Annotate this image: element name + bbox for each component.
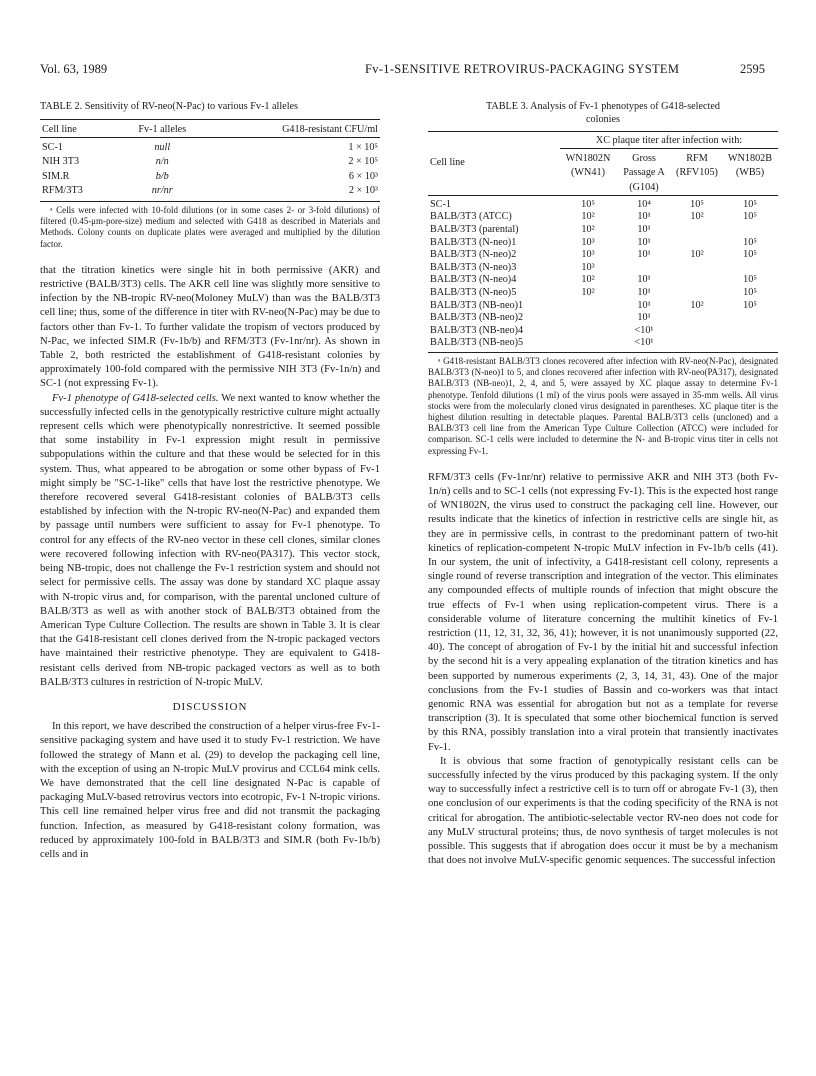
left-paragraph-1: that the titration kinetics were single hit in both permissive (AKR) and restrictive (BALB/3T3) cells. The AKR cell line was slightly more sensitive to infection by the NB-tropic RV-neo(Moloney MuLV) than was the BALB/3T3 cell line; thus, some of the difference in titer with RV-neo(N-Pac) may be due to factors other than Fv-1. To further validate the tropism of vectors produced by N-Pac, we infected SIM.R (Fv-1b/b) and RFM/3T3 (Fv-1nr/nr). As shown in Table 2, both restricted the establishment of G418-resistant colonies by approximately 100-fold compared with the permissive NIH 3T3 (Fv-1n/n) and SC-1 (not expressing Fv-1). xyxy=(40,264,380,390)
left-paragraph-2: We next wanted to know whether the successfully infected cells in the genotypically restrictive culture might actually represent cells which were phenotypically nonrestrictive. It seemed possible that some instability in Fv-1 expression might result in permissive subpopulations within the culture and that these would be selected for in this system. Thus, what appeared to be abrogation or some other bypass of Fv-1 might simply be "SC-1-like" cells that have lost the restrictive phenotype. We therefore recovered several G418-resistant colonies of BALB/3T3 cells established by infection with the N-tropic RV-neo(N-Pac) and expanded them by passage until numbers were sufficient to assay for Fv-1 phenotype. To control for any effects of the RV-neo vector in these cell clones, similar clones were recovered following infection with RV-neo(PA317). This vector stock, being NB-tropic, does not challenge the Fv-1 restriction system and should not select for permissive cells. The assay was done by standard XC plaque assay with N-tropic virus and, for comparison, with the parental uncloned culture of BALB/3T3 as well as with another stock of BALB/3T3 obtained from the American Type Culture Collection. The results are shown in Table 3. It is clear that the G418-resistant cell clones derived from the N-tropic packaged vectors have maintained their restrictive phenotype. They are equivalent to G418-resistant cells derived from NB-tropic packaged vectors as well as to both BALB/3T3 cultures in restriction of N-tropic MuLV. xyxy=(40,392,380,688)
table3-col-wn41: WN1802N (WN41) xyxy=(565,153,611,179)
volume-label: Vol. 63, 1989 xyxy=(40,62,108,76)
table2 xyxy=(40,119,380,198)
table3-cell xyxy=(672,224,722,237)
left-column xyxy=(40,100,380,862)
table3-cell xyxy=(672,274,722,287)
table2-cell: b/b xyxy=(155,170,169,182)
table3-cell: 10⁵ xyxy=(743,211,757,223)
table3-col-rfv105: RFM (RFV105) xyxy=(676,153,718,179)
table3-caption: TABLE 3. Analysis of Fv-1 phenotypes of G418-selected colonies xyxy=(485,101,721,125)
table3-row xyxy=(428,262,778,275)
table3-cell: BALB/3T3 (NB-neo)5 xyxy=(430,337,524,349)
table2-footnote: ᵃ Cells were infected with 10-fold dilutions (or in some cases 2- or 3-fold dilutions) of filtered (0.45-μm-pore-size) medium and selected with G418 as described in Materials and Methods. Colony counts on duplicate plates were averaged and multiplied by the dilution factor. xyxy=(40,205,380,249)
table2-col-cfu: G418-resistant CFU/ml xyxy=(282,124,378,135)
table3-cell: 10³ xyxy=(581,261,595,273)
table2-cell: null xyxy=(154,142,171,154)
table3-col-cell-line: Cell line xyxy=(430,157,465,169)
table2-cell: 2 × 10³ xyxy=(348,184,378,196)
table2-caption: TABLE 2. Sensitivity of RV-neo(N-Pac) to various Fv-1 alleles xyxy=(40,101,299,112)
table2-row xyxy=(40,184,380,198)
table3-cell: BALB/3T3 (N-neo)4 xyxy=(430,274,517,286)
table3-cell: 10⁵ xyxy=(581,198,595,210)
table3-cell: 10¹ xyxy=(637,299,651,311)
table3-cell: 10⁵ xyxy=(743,236,757,248)
table3-span-header: XC plaque titer after infection with: xyxy=(560,132,778,149)
table3 xyxy=(428,131,778,350)
right-column xyxy=(428,100,778,868)
table3-row xyxy=(428,237,778,250)
table3-cell: BALB/3T3 (N-neo)5 xyxy=(430,286,517,298)
table3-cell xyxy=(722,312,778,325)
table3-cell: <10¹ xyxy=(634,337,654,349)
table3-cell: BALB/3T3 (ATCC) xyxy=(430,211,512,223)
table3-cell: 10³ xyxy=(581,249,595,261)
table3-row xyxy=(428,195,778,211)
table3-cell xyxy=(672,337,722,350)
right-paragraph-1: RFM/3T3 cells (Fv-1nr/nr) relative to permissive AKR and NIH 3T3 (both Fv-1n/n) cells and to SC-1 cells (not expressing Fv-1). This is the expected host range of WN1802N, the virus used to construct the packaging cell line. However, our results indicate that the kinetics of infection in restrictive cells are single hit, as they are in permissive cells, in contrast to the predominant pattern of two-hit kinetics of replication-competent N-tropic MuLV infection in Fv-1b/b cells (41). In our system, the unit of infectivity, a G418-resistant cell colony, represents a single round of reverse transcription and integration of the vector. This eliminates any compounded effects of multiple rounds of infection that might obscure the true effects of Fv-1 when using replication-competent virus. There is a considerable volume of literature concerning the multihit kinetics of Fv-1 restriction (11, 12, 31, 32, 36, 41); however, it is not unanimously supported (22, 40). The concept of abrogation of Fv-1 by the initial hit and successful infection by the second hit is a very appealing explanation of the titration kinetics and has been supported by numerous experiments (2, 3, 14, 31, 43). One of the major conclusions from the Fv-1 studies of Bassin and co-workers was that intact genomic RNA was essential for abrogation but not as a template for reverse transcription (3). It is speculated that some other biochemical function is served by this RNA, possibly translation into a viral protein that transiently inactivates Fv-1. xyxy=(428,471,778,753)
table2-row xyxy=(40,138,380,156)
table3-cell xyxy=(560,337,616,350)
table3-cell xyxy=(672,237,722,250)
table3-cell: <10¹ xyxy=(634,324,654,336)
right-paragraph-2: It is obvious that some fraction of genotypically resistant cells can be successfully infected by the virus produced by this packaging system. If the only way to successfully infect a restrictive cell is to turn off or abrogate Fv-1 (3), then one conclusion of our experiments is that the coding specificity of the RNA is not critical for abrogation. The antibiotic-selectable vector RV-neo does not code for any MuLV structural proteins; thus, de novo synthesis of target molecules is not possible. This suggests that if abrogation does occur it must be by a mechanism that does not involve MuLV-specific genomic sequences. The successful infection xyxy=(428,755,778,867)
table3-row xyxy=(428,224,778,237)
table3-row xyxy=(428,287,778,300)
table3-row xyxy=(428,312,778,325)
table2-cell: nr/nr xyxy=(151,184,173,196)
table2-cell: SC-1 xyxy=(42,142,63,154)
table3-cell: SC-1 xyxy=(430,198,451,210)
table3-cell: 10⁵ xyxy=(743,299,757,311)
table3-row xyxy=(428,325,778,338)
table3-cell: 10⁵ xyxy=(743,249,757,261)
table3-cell: BALB/3T3 (NB-neo)2 xyxy=(430,312,524,324)
page-number: 2595 xyxy=(740,62,765,76)
table3-row xyxy=(428,249,778,262)
table3-col-wb5: WN1802B (WB5) xyxy=(727,153,773,179)
table3-cell: BALB/3T3 (parental) xyxy=(430,224,519,235)
discussion-heading: DISCUSSION xyxy=(172,700,248,713)
table2-cell: 1 × 10⁵ xyxy=(348,142,378,154)
table3-cell: 10¹ xyxy=(637,224,651,235)
table3-cell: BALB/3T3 (N-neo)3 xyxy=(430,261,517,273)
table3-cell: 10⁵ xyxy=(690,198,704,210)
table3-cell: 10² xyxy=(690,299,704,311)
table2-cell: 2 × 10⁵ xyxy=(348,156,378,168)
table3-cell xyxy=(672,312,722,325)
table2-body xyxy=(40,138,380,198)
table3-cell xyxy=(560,300,616,313)
table3-cell: 10⁵ xyxy=(743,286,757,298)
table3-body xyxy=(428,195,778,350)
table2-cell: n/n xyxy=(155,156,169,168)
table3-cell: 10¹ xyxy=(637,274,651,286)
table3-row xyxy=(428,337,778,350)
table2-cell: NIH 3T3 xyxy=(42,156,80,168)
table3-cell: BALB/3T3 (NB-neo)1 xyxy=(430,299,524,311)
left-paragraph-3: In this report, we have described the construction of a helper virus-free Fv-1-sensitive packaging system and have used it to study Fv-1 restriction. We have followed the strategy of Mann et al. (29) to develop the packaging cell line, with the exception of using an N-tropic MuLV provirus and CCL64 mink cells. We have demonstrated that the cell line designated N-Pac is capable of packaging MuLV-based retrovirus vectors into ecotropic, Fv-1 N-tropic virions. This cell line remained helper virus free and did not transmit the packaging function. Infection, as measured by G418-resistant colony formation, was reduced by approximately 100-fold in BALB/3T3 and SIM.R (both Fv-1b/b) cells and in xyxy=(40,721,380,860)
table3-cell: 10⁵ xyxy=(743,198,757,210)
table3-cell xyxy=(722,262,778,275)
table3-cell: 10¹ xyxy=(637,211,651,223)
table3-cell: BALB/3T3 (NB-neo)4 xyxy=(430,324,524,336)
table2-row xyxy=(40,155,380,169)
table3-cell xyxy=(722,224,778,237)
table3-cell: 10⁴ xyxy=(637,198,651,210)
section-heading-fv1: Fv-1 phenotype of G418-selected cells. xyxy=(52,392,219,404)
table2-col-cell-line: Cell line xyxy=(42,124,77,135)
table3-cell: 10² xyxy=(581,274,595,286)
table3-cell: 10¹ xyxy=(637,249,651,261)
running-title: Fv-1-SENSITIVE RETROVIRUS-PACKAGING SYSTEM xyxy=(365,62,680,76)
table3-cell xyxy=(560,325,616,338)
table3-cell xyxy=(672,287,722,300)
table3-col-g104: Gross Passage A (G104) xyxy=(623,153,665,193)
table2-row xyxy=(40,170,380,184)
table3-cell xyxy=(672,325,722,338)
table3-cell xyxy=(722,325,778,338)
table3-cell: BALB/3T3 (N-neo)1 xyxy=(430,236,517,248)
table3-cell xyxy=(616,262,672,275)
table3-cell: 10² xyxy=(690,211,704,223)
table2-col-alleles: Fv-1 alleles xyxy=(138,124,187,135)
table3-cell: 10² xyxy=(581,224,595,235)
table3-footnote: ᵃ G418-resistant BALB/3T3 clones recovered after infection with RV-neo(N-Pac), designated BALB/3T3 (N-neo)1 to 5, and clones recovered after infection with RV-neo(PA317), designated BALB/3T3 (NB-neo)1, 2, 4, and 5, were assayed by XC plaque assay to determine Fv-1 phenotype. Tenfold dilutions (1 ml) of the virus pools were assayed in 35-mm wells. All virus stocks were from the molecularly cloned virus designated in parentheses. XC plaque titer is the highest dilution resulting in detectable plaques. Parental BALB/3T3 cells (uncloned) and a BALB/3T3 cell line from the American Type Culture Collection (ATCC) were included for comparison. SC-1 cells were included to determine the N- and B-tropic virus titer in cells not expressing Fv-1. xyxy=(428,355,778,456)
table3-cell: 10¹ xyxy=(637,236,651,248)
table3-cell: BALB/3T3 (N-neo)2 xyxy=(430,249,517,261)
table3-cell: 10³ xyxy=(581,236,595,248)
table3-cell: 10² xyxy=(581,211,595,223)
table3-cell: 10² xyxy=(690,249,704,261)
table2-cell: SIM.R xyxy=(42,170,70,182)
table3-cell: 10¹ xyxy=(637,312,651,324)
table2-cell: RFM/3T3 xyxy=(42,184,83,196)
table3-cell xyxy=(672,262,722,275)
table3-cell: 10¹ xyxy=(637,286,651,298)
table3-cell xyxy=(722,337,778,350)
table3-cell: 10² xyxy=(581,286,595,298)
table3-row xyxy=(428,274,778,287)
table2-cell: 6 × 10³ xyxy=(348,170,378,182)
table3-row xyxy=(428,211,778,224)
table3-cell xyxy=(560,312,616,325)
table3-cell: 10⁵ xyxy=(743,274,757,286)
table3-row xyxy=(428,300,778,313)
